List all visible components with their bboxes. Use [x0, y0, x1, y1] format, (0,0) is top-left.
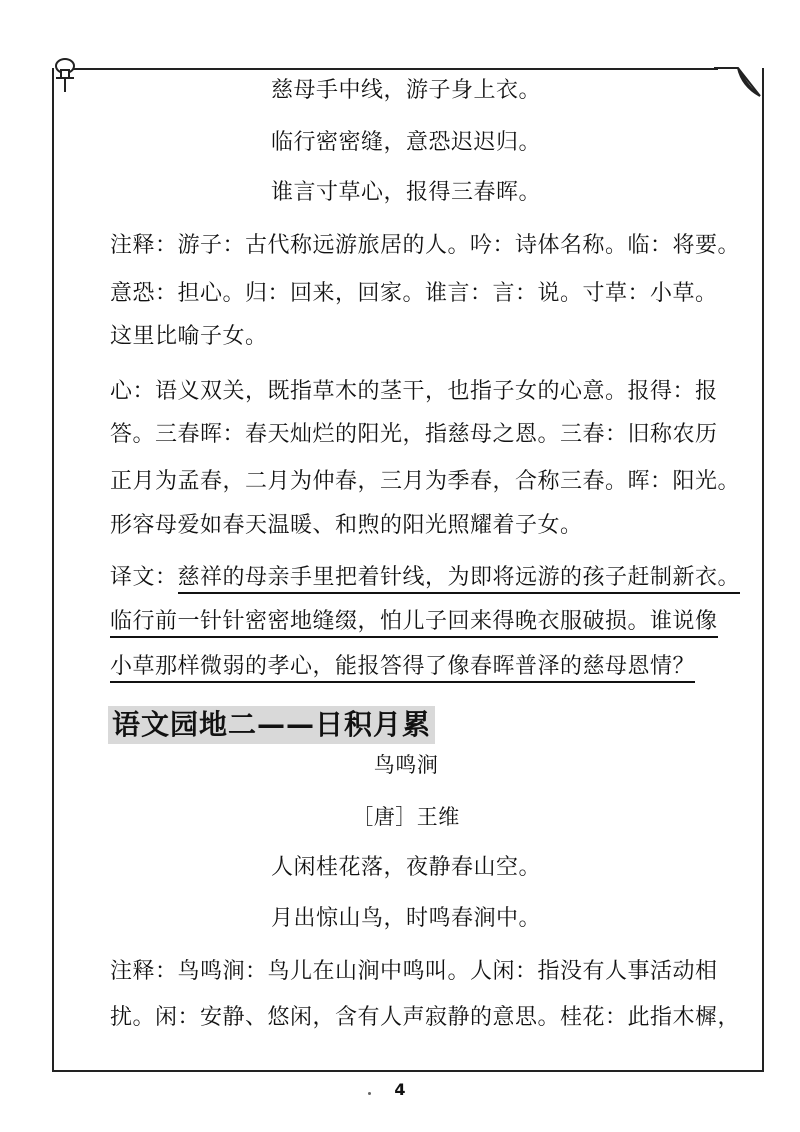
notes3-line2: 扰。闲：安静、悠闲，含有人声寂静的意思。桂花：此指木樨， — [110, 1005, 741, 1030]
notes2-line4: 形容母爱如春天温暖、和煦的阳光照耀着子女。 — [110, 513, 583, 538]
notes1-line3: 这里比喻子女。 — [110, 324, 268, 349]
notes1-line1: 注释：游子：古代称远游旅居的人。吟：诗体名称。临：将要。 — [110, 233, 741, 258]
translation-line2 — [110, 607, 750, 637]
notes2-line2: 答。三春晖：春天灿烂的阳光，指慈母之恩。三春：旧称农历 — [110, 422, 718, 447]
notes2-line1: 心：语义双关，既指草木的茎干，也指子女的心意。报得：报 — [110, 379, 718, 404]
notes2-line3: 正月为孟春，二月为仲春，三月为季春，合称三春。晖：阳光。 — [110, 469, 741, 494]
notes3-line1: 注释：鸟鸣涧：鸟儿在山涧中鸣叫。人闲：指没有人事活动相 — [110, 959, 718, 984]
poem2-author: ［唐］王维 — [352, 805, 460, 829]
page-frame-top — [68, 68, 718, 70]
poem1-line3: 谁言寸草心，报得三春晖。 — [270, 180, 541, 205]
poem2-title: 鸟鸣涧 — [373, 753, 439, 777]
translation-text-2: 临行前一针针密密地缝缀，怕儿子回来得晚衣服破损。谁说像 — [110, 609, 718, 638]
poem2-line1: 人闲桂花落，夜静春山空。 — [270, 855, 541, 880]
notes1-line2: 意恐：担心。归：回来，回家。谁言：言：说。寸草：小草。 — [110, 281, 718, 306]
poem2-line2: 月出惊山鸟，时鸣春涧中。 — [270, 906, 541, 931]
section-heading: 语文园地二——日积月累 — [108, 706, 435, 744]
translation-line1 — [110, 563, 750, 593]
translation-text-1: 慈祥的母亲手里把着针线，为即将远游的孩子赶制新衣。 — [178, 565, 741, 594]
translation-line3 — [110, 652, 750, 682]
poem1-line1: 慈母手中线，游子身上衣。 — [270, 78, 541, 103]
poem1-line2: 临行密密缝，意恐迟迟归。 — [270, 130, 541, 155]
translation-label: 译文： — [110, 565, 178, 590]
page-number: 4 — [394, 1080, 406, 1099]
translation-text-3: 小草那样微弱的孝心，能报答得了像春晖普泽的慈母恩情？ — [110, 654, 695, 683]
